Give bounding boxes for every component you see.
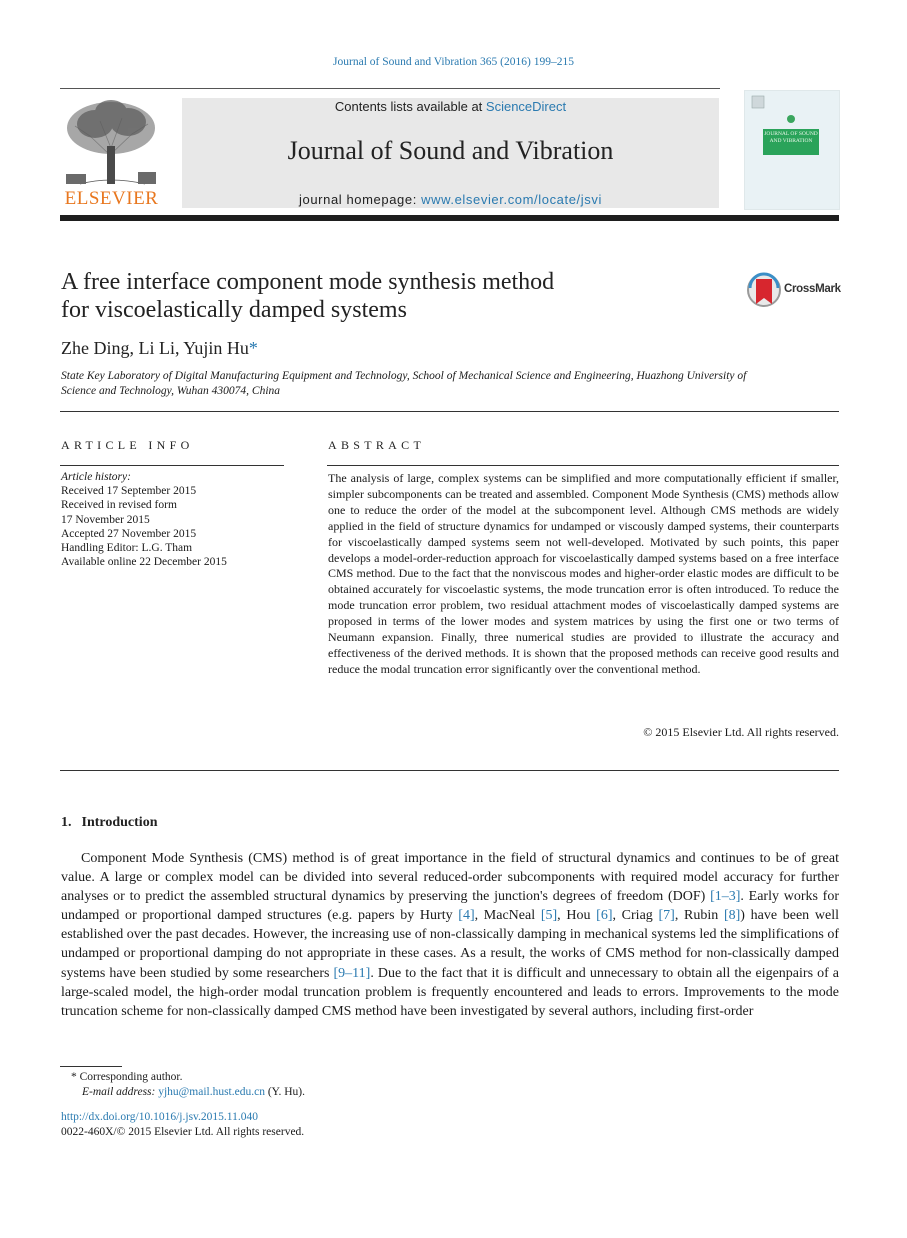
journal-name: Journal of Sound and Vibration — [287, 136, 614, 165]
history-line: Handling Editor: L.G. Tham — [61, 542, 193, 555]
journal-cover-thumbnail[interactable] — [744, 90, 840, 210]
header-top-rule — [60, 88, 720, 89]
footnote — [71, 1070, 305, 1099]
affiliation: State Key Laboratory of Digital Manufacturing Equipment and Technology, School of Mechanical Science and Engineering, Huazhong University of Science and Technology, Wuhan 430074, China — [61, 370, 747, 397]
abstract-rule — [327, 465, 839, 466]
homepage-line — [182, 192, 719, 207]
reference-link[interactable]: [7] — [658, 908, 675, 924]
email-suffix: (Y. Hu). — [264, 1085, 306, 1098]
text-run: , Hou — [557, 908, 597, 924]
divider-rule — [60, 770, 839, 771]
crossmark-icon — [746, 272, 782, 308]
corresponding-label: Corresponding author. — [79, 1071, 183, 1083]
reference-link[interactable]: [5] — [540, 908, 558, 924]
reference-link[interactable]: [4] — [458, 908, 475, 924]
homepage-prefix: journal homepage: — [299, 192, 422, 207]
text-run: . Early works for undamped or proportional damped structures (e.g. papers by Hurty — [61, 889, 839, 924]
title-line-1: A free interface component mode synthesis method — [61, 269, 555, 295]
authors-text: Zhe Ding, Li Li, Yujin Hu — [61, 338, 249, 358]
reference-link[interactable]: [9–11] — [333, 965, 371, 981]
text-run: , MacNeal — [474, 908, 541, 924]
sciencedirect-link[interactable]: ScienceDirect — [485, 99, 567, 114]
corresponding-note — [71, 1070, 305, 1085]
elsevier-logo[interactable] — [60, 96, 163, 210]
elsevier-tree-icon — [60, 96, 163, 188]
title-line-2: for viscoelastically damped systems — [61, 297, 407, 323]
history-line: Received in revised form — [61, 499, 177, 512]
cover-leaf-icon — [785, 113, 797, 125]
abstract-copyright: © 2015 Elsevier Ltd. All rights reserved. — [643, 725, 839, 739]
corresponding-author-mark[interactable]: * — [248, 338, 258, 358]
section-heading-introduction — [61, 815, 157, 831]
header-thick-rule — [60, 215, 839, 221]
cover-title: JOURNAL OF SOUND AND VIBRATION — [763, 129, 819, 155]
history-line: Received 17 September 2015 — [61, 485, 197, 498]
email-label: E-mail address: — [82, 1085, 156, 1098]
doi-link[interactable]: http://dx.doi.org/10.1016/j.jsv.2015.11.040 — [61, 1111, 258, 1123]
abstract-text: The analysis of large, complex systems can be simplified and more computationally efficient if smaller, simpler subcomponents can be treated and assembled. Component Mode Synthesis (CMS) methods allow one to reduce the order of the model at the subcomponent level. Although CMS methods are widely applied in the field of structure dynamics for undamped or viscously damped systems, their counterparts for viscoelastically damped systems seem not well-developed. Motivated by such points, this paper develops a model-order-reduction approach for viscoelastically damped systems based on a free interface CMS method. Due to the fact that the nonviscous modes and higher-order elastic modes are difficult to be obtained accurately for viscoelastic systems, the mode truncation error is often introduced. To reduce the mode truncation error problem, two residual attachment modes of viscoelastically damped systems are proposed in terms of the lower modes and system matrices by using the first one or two terms of Neumann expansion. Finally, three numerical studies are provided to illustrate the accuracy and effectiveness of the derived methods. It is shown that the proposed methods can receive good results and reduce the modal truncation error significantly over the conventional method. — [328, 471, 839, 676]
crossmark-label: CrossMark — [784, 283, 841, 295]
email-link[interactable]: yjhu@mail.hust.edu.cn — [158, 1085, 265, 1098]
text-run: , Criag — [612, 908, 659, 924]
contents-prefix: Contents lists available at — [334, 99, 486, 114]
text-run: . Due to the fact that it is difficult and unnecessary to obtain all the eigenpairs of a large-scaled model, the high-order modal truncation problem is frequently encountered and leads to errors. Improvements to the mode truncation scheme for non-classically damped CMS method have been investigated by several authors, including first-order — [61, 965, 840, 1019]
email-note — [71, 1085, 305, 1100]
reference-link[interactable]: [8] — [723, 908, 741, 924]
history-line: 17 November 2015 — [61, 513, 150, 526]
footnote-rule — [60, 1066, 122, 1067]
article-history — [61, 470, 285, 569]
history-line: Available online 22 December 2015 — [61, 556, 227, 569]
text-run: Component Mode Synthesis (CMS) method is of great importance in the field of structural dynamics and continues to be of great value. A large or complex model can be divided into several reduced-order subcomponents with required model accuracy for further analyses or to predict the assembled structural dynamics by preserving the junction's degrees of freedom (DOF) — [61, 851, 839, 905]
footnote-mark: * — [71, 1071, 77, 1083]
contents-line — [182, 99, 719, 114]
introduction-paragraph — [61, 849, 839, 1021]
article-info-heading: ARTICLE INFO — [61, 438, 194, 452]
text-run: , Rubin — [674, 908, 724, 924]
history-label: Article history: — [61, 471, 131, 483]
crossmark-badge[interactable] — [746, 272, 846, 308]
article-title — [61, 268, 681, 324]
reference-link[interactable]: [6] — [596, 908, 613, 924]
section-number: 1. — [61, 815, 72, 830]
homepage-link[interactable]: www.elsevier.com/locate/jsvi — [421, 192, 602, 207]
author-list — [61, 338, 258, 359]
cover-emblem-icon — [751, 95, 765, 109]
issn-copyright: 0022-460X/© 2015 Elsevier Ltd. All rights reserved. — [61, 1126, 305, 1138]
elsevier-wordmark: ELSEVIER — [64, 188, 159, 209]
text-run: ) have been well established over the past decades. However, the increasing use of non-classically damping in mechanical systems led the simplifications of undamped or proportional damping do not appropriate in these cases. As a result, the works of CMS method for non-classically damped systems have been studied by some researchers — [61, 908, 839, 981]
section-title: Introduction — [81, 815, 158, 830]
history-line: Accepted 27 November 2015 — [61, 527, 197, 540]
reference-link[interactable]: [1–3] — [710, 889, 741, 905]
article-info-rule — [60, 465, 284, 466]
abstract-heading: ABSTRACT — [328, 438, 426, 452]
journal-citation[interactable]: Journal of Sound and Vibration 365 (2016) 199–215 — [333, 56, 574, 68]
divider-rule — [60, 411, 839, 412]
